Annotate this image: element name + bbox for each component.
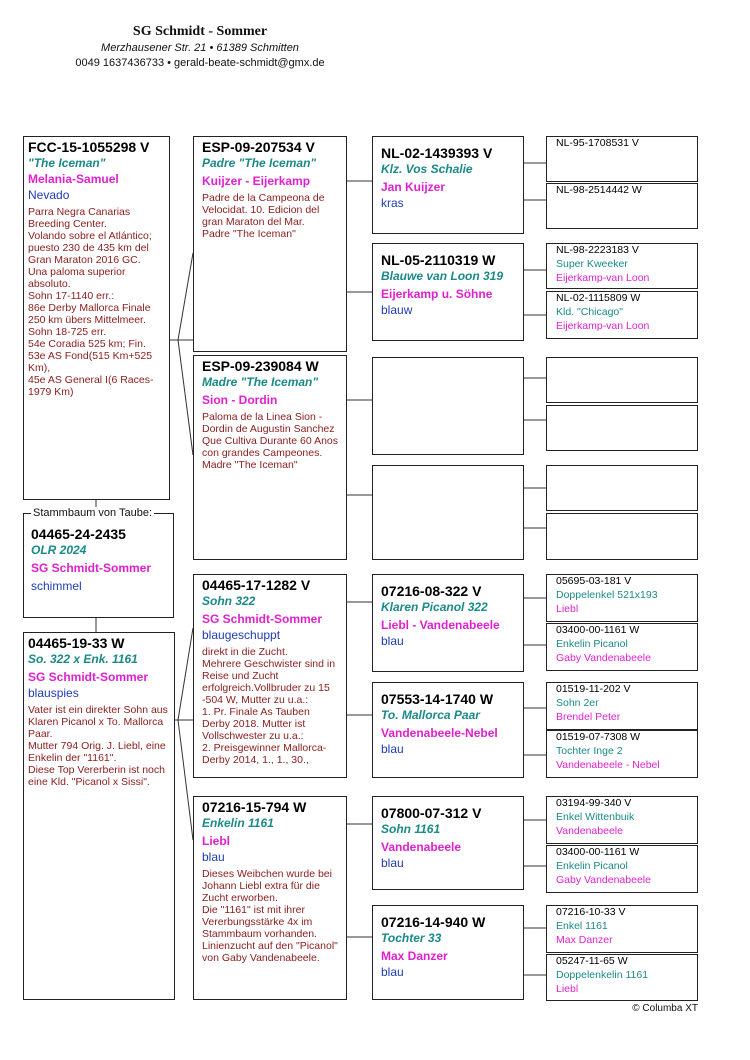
gen4-card-10[interactable] bbox=[546, 623, 698, 671]
gen4-breeder: Gaby Vandenabeele bbox=[556, 874, 651, 886]
breeder-contact: 0049 1637436733 • gerald-beate-schmidt@gmx.de bbox=[75, 57, 325, 69]
gen3-color: blau bbox=[381, 965, 404, 979]
gen4-breeder: Eijerkamp-van Loon bbox=[556, 272, 650, 284]
gen4-name: Tochter Inge 2 bbox=[556, 745, 623, 757]
gen4-name: Doppelenkelin 1161 bbox=[556, 969, 649, 981]
copyright-footer: © Columba XT bbox=[632, 1003, 698, 1014]
gen4-name: Sohn 2er bbox=[556, 697, 599, 709]
gen3-breeder: Jan Kuijzer bbox=[381, 180, 446, 194]
dam-mother-breeder: Liebl bbox=[202, 834, 231, 848]
dam-father-color: blaugeschuppt bbox=[202, 628, 281, 642]
gen4-card-3[interactable] bbox=[546, 243, 698, 289]
sire-color: Nevado bbox=[28, 188, 70, 202]
gen4-breeder: Max Danzer bbox=[556, 934, 613, 946]
gen4-name: Enkel 1161 bbox=[556, 920, 608, 932]
gen3-ring-number: 07216-08-322 V bbox=[381, 583, 482, 599]
gen4-card-empty-2[interactable] bbox=[546, 405, 698, 451]
gen3-name: Blauwe van Loon 319 bbox=[381, 269, 504, 283]
gen4-ring-number: 03400-00-1161 W bbox=[556, 846, 640, 858]
sire-mother-breeder: Sion - Dordin bbox=[202, 393, 278, 407]
gen3-color: blauw bbox=[381, 303, 413, 317]
gen3-ring-number: 07800-07-312 V bbox=[381, 805, 482, 821]
sire-father-card[interactable] bbox=[193, 136, 347, 352]
gen3-breeder: Vandenabeele-Nebel bbox=[381, 726, 498, 740]
dam-breeder: SG Schmidt-Sommer bbox=[28, 670, 149, 684]
breeder-title: SG Schmidt - Sommer bbox=[132, 24, 268, 39]
gen3-card-1[interactable] bbox=[372, 136, 524, 234]
stammbaum-label: Stammbaum von Taube: bbox=[33, 507, 153, 519]
gen4-card-12[interactable] bbox=[546, 730, 698, 778]
gen4-card-empty-1[interactable] bbox=[546, 357, 698, 403]
sire-card[interactable] bbox=[23, 136, 170, 500]
sire-mother-ring-number: ESP-09-239084 W bbox=[202, 358, 319, 374]
gen3-ring-number: NL-02-1439393 V bbox=[381, 145, 493, 161]
gen4-ring-number: 07216-10-33 V bbox=[556, 906, 626, 918]
sire-mother-notes: Paloma de la Linea Sion - Dordin de Augustin Sanchez Que Cultiva Durante 60 Anos con grandes Campeones. Madre "The Iceman" bbox=[202, 411, 338, 471]
gen4-ring-number: 05247-11-65 W bbox=[556, 955, 628, 967]
gen4-ring-number: 01519-07-7308 W bbox=[556, 731, 641, 743]
gen4-breeder: Vandenabeele - Nebel bbox=[556, 759, 660, 771]
gen3-breeder: Eijerkamp u. Söhne bbox=[381, 287, 493, 301]
gen4-card-empty-3[interactable] bbox=[546, 465, 698, 511]
sire-ring-number: FCC-15-1055298 V bbox=[28, 139, 150, 155]
sire-father-ring-number: ESP-09-207534 V bbox=[202, 139, 315, 155]
sire-mother-card[interactable] bbox=[193, 355, 347, 560]
gen4-ring-number: 03194-99-340 V bbox=[556, 797, 632, 809]
gen3-breeder: Vandenabeele bbox=[381, 840, 462, 854]
dam-mother-ring-number: 07216-15-794 W bbox=[202, 799, 307, 815]
dam-card[interactable] bbox=[23, 632, 175, 1000]
gen4-name: Super Kweeker bbox=[556, 258, 628, 270]
gen4-breeder: Liebl bbox=[556, 983, 579, 995]
dam-ring-number: 04465-19-33 W bbox=[28, 635, 125, 651]
gen4-ring-number: NL-02-1115809 W bbox=[556, 292, 641, 304]
gen3-color: blau bbox=[381, 742, 404, 756]
subject-name: OLR 2024 bbox=[31, 543, 87, 557]
subject-ring-number: 04465-24-2435 bbox=[31, 526, 126, 542]
gen3-card-empty-1[interactable] bbox=[372, 357, 524, 455]
gen3-name: Sohn 1161 bbox=[381, 822, 441, 836]
gen4-card-2[interactable] bbox=[546, 183, 698, 229]
gen4-card-14[interactable] bbox=[546, 845, 698, 893]
gen4-name: Enkelin Picanol bbox=[556, 638, 628, 650]
gen4-card-9[interactable] bbox=[546, 574, 698, 622]
gen3-color: blau bbox=[381, 856, 404, 870]
gen3-breeder: Liebl - Vandenabeele bbox=[381, 618, 500, 632]
sire-notes: Parra Negra Canarias Breeding Center. Volando sobre el Atlántico; puesto 230 de 435 km del Gran Maraton 2016 GC. Una paloma superior absoluto. Sohn 17-1140 err.: 86e Derby Mallorca Finale 250 km übers Mittelmeer. Sohn 18-725 err. 54e Coradia 525 km; Fin. 53e AS Fond(515 Km+525 Km), 45e AS General I(6 Races-1979 Km) bbox=[28, 206, 154, 398]
gen3-card-2[interactable] bbox=[372, 243, 524, 341]
gen4-card-11[interactable] bbox=[546, 682, 698, 730]
gen4-breeder: Vandenabeele bbox=[556, 825, 623, 837]
sire-father-name: Padre "The Iceman" bbox=[202, 156, 317, 170]
breeder-address: Merzhausener Str. 21 • 61389 Schmitten bbox=[101, 42, 299, 54]
dam-color: blauspies bbox=[28, 686, 79, 700]
gen3-card-8[interactable] bbox=[372, 905, 524, 1000]
gen3-card-empty-2[interactable] bbox=[372, 465, 524, 560]
dam-mother-notes: Dieses Weibchen wurde bei Johann Liebl extra für die Zucht erworben. Die "1161" ist mit ihrer Vererbungsstärke 4x im Stammbaum vorhanden. Linienzucht auf den "Picanol" von Gaby Vandenabeele. bbox=[202, 868, 338, 964]
gen3-ring-number: NL-05-2110319 W bbox=[381, 252, 496, 268]
gen3-color: kras bbox=[381, 196, 404, 210]
dam-notes: Vater ist ein direkter Sohn aus Klaren Picanol x To. Mallorca Paar. Mutter 794 Orig. J. Liebl, eine Enkelin der "1161". Diese Top Vererberin ist noch eine Kld. "Picanol x Sissi". bbox=[28, 704, 168, 788]
dam-name: So. 322 x Enk. 1161 bbox=[28, 652, 138, 666]
gen4-ring-number: NL-98-2223183 V bbox=[556, 244, 639, 256]
subject-breeder: SG Schmidt-Sommer bbox=[31, 561, 152, 575]
sire-mother-name: Madre "The Iceman" bbox=[202, 375, 319, 389]
gen3-card-7[interactable] bbox=[372, 796, 524, 890]
dam-father-card[interactable] bbox=[193, 574, 347, 778]
subject-pigeon-card[interactable] bbox=[23, 513, 174, 618]
gen3-name: Klz. Vos Schalie bbox=[381, 162, 473, 176]
sire-father-breeder: Kuijzer - Eijerkamp bbox=[202, 174, 311, 188]
sire-father-notes: Padre de la Campeona de Velocidat. 10. Edicion del gran Maraton del Mar. Padre "The Iceman" bbox=[202, 192, 325, 240]
gen3-name: To. Mallorca Paar bbox=[381, 708, 480, 722]
dam-father-name: Sohn 322 bbox=[202, 594, 256, 608]
gen4-ring-number: NL-95-1708531 V bbox=[556, 137, 639, 149]
gen4-breeder: Liebl bbox=[556, 603, 579, 615]
gen3-ring-number: 07216-14-940 W bbox=[381, 914, 486, 930]
subject-color: schimmel bbox=[31, 579, 82, 593]
dam-father-breeder: SG Schmidt-Sommer bbox=[202, 612, 323, 626]
gen3-name: Tochter 33 bbox=[381, 931, 442, 945]
gen4-card-15[interactable] bbox=[546, 905, 698, 953]
gen3-card-5[interactable] bbox=[372, 574, 524, 672]
dam-mother-name: Enkelin 1161 bbox=[202, 816, 274, 830]
gen4-name: Enkel Wittenbuik bbox=[556, 811, 635, 823]
gen4-ring-number: 05695-03-181 V bbox=[556, 575, 632, 587]
gen3-name: Klaren Picanol 322 bbox=[381, 600, 488, 614]
gen4-name: Doppelenkel 521x193 bbox=[556, 589, 658, 601]
dam-father-notes: direkt in die Zucht. Mehrere Geschwister sind in Reise und Zucht erfolgreich.Vollbruder zu 15 -504 W, Mutter zu u.a.: 1. Pr. Finale As Tauben Derby 2018. Mutter ist Vollschwester zu u.a.: 2. Preisgewinner Mallorca-Derby 2014, 1., 1., 30., bbox=[202, 646, 336, 766]
sire-breeder: Melania-Samuel bbox=[28, 172, 119, 186]
gen4-card-4[interactable] bbox=[546, 291, 698, 339]
gen4-card-16[interactable] bbox=[546, 954, 698, 1001]
gen4-name: Enkelin Picanol bbox=[556, 860, 628, 872]
gen4-breeder: Eijerkamp-van Loon bbox=[556, 320, 650, 332]
gen3-color: blau bbox=[381, 634, 404, 648]
gen4-breeder: Gaby Vandenabeele bbox=[556, 652, 651, 664]
gen3-card-6[interactable] bbox=[372, 682, 524, 778]
gen3-breeder: Max Danzer bbox=[381, 949, 448, 963]
gen4-card-1[interactable] bbox=[546, 136, 698, 182]
dam-mother-color: blau bbox=[202, 850, 225, 864]
gen4-name: Kld. "Chicago" bbox=[556, 306, 623, 318]
dam-father-ring-number: 04465-17-1282 V bbox=[202, 577, 311, 593]
gen4-card-empty-4[interactable] bbox=[546, 513, 698, 560]
gen4-breeder: Brendel Peter bbox=[556, 711, 621, 723]
gen4-card-13[interactable] bbox=[546, 796, 698, 844]
gen3-ring-number: 07553-14-1740 W bbox=[381, 691, 494, 707]
gen4-ring-number: 01519-11-202 V bbox=[556, 683, 631, 695]
dam-mother-card[interactable] bbox=[193, 796, 347, 1000]
sire-name: "The Iceman" bbox=[28, 156, 106, 170]
gen4-ring-number: NL-98-2514442 W bbox=[556, 184, 642, 196]
gen4-ring-number: 03400-00-1161 W bbox=[556, 624, 640, 636]
